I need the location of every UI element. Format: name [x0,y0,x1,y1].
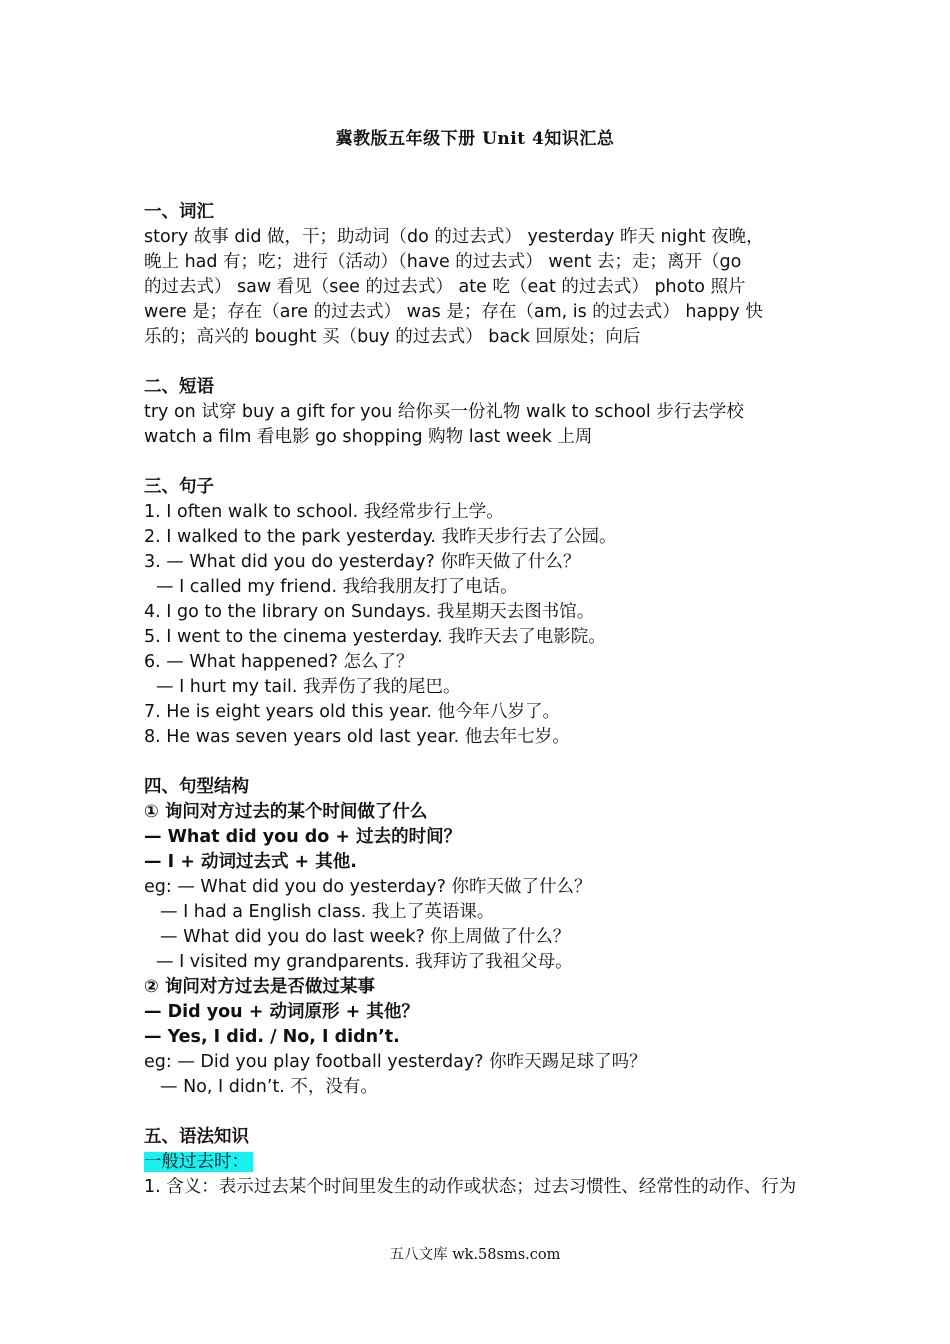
pattern-2-example: — No, I didn’t. 不，没有。 [160,1077,378,1097]
sentence-line: 7. He is eight years old this year. 他今年八岁了。 [144,702,561,722]
pattern-2-example: eg: — Did you play football yesterday? 你昨天踢足球了吗？ [144,1052,647,1072]
document-title: 冀教版五年级下册 Unit 4知识汇总 [335,129,615,149]
sentence-line: 3. — What did you do yesterday? 你昨天做了什么？ [144,552,581,572]
sentence-line: — I hurt my tail. 我弄伤了我的尾巴。 [156,677,461,697]
pattern-2-title: ② 询问对方过去是否做过某事 [144,977,375,997]
sentence-line: 1. I often walk to school. 我经常步行上学。 [144,502,504,522]
sentence-line: — I called my friend. 我给我朋友打了电话。 [156,577,518,597]
vocab-line: were 是；存在（are 的过去式） was 是；存在（am, is 的过去式） happy 快 [144,302,763,322]
grammar-highlight-term: 一般过去时： [144,1152,253,1172]
sentence-line: 8. He was seven years old last year. 他去年七岁。 [144,727,570,747]
pattern-1-example: — I visited my grandparents. 我拜访了我祖父母。 [156,952,573,972]
patterns-heading: 四、句型结构 [144,777,249,797]
phrase-line: watch a film 看电影 go shopping 购物 last week 上周 [144,427,593,447]
pattern-2-question: — Did you + 动词原形 + 其他？ [144,1002,419,1022]
pattern-1-title: ① 询问对方过去的某个时间做了什么 [144,802,428,822]
pattern-1-example: — I had a English class. 我上了英语课。 [160,902,495,922]
phrase-line: try on 试穿 buy a gift for you 给你买一份礼物 walk to school 步行去学校 [144,402,744,422]
sentence-line: 5. I went to the cinema yesterday. 我昨天去了电影院。 [144,627,606,647]
vocab-line: 乐的；高兴的 bought 买（buy 的过去式） back 回原处；向后 [144,327,641,347]
pattern-1-question: — What did you do + 过去的时间？ [144,827,462,847]
phrases-heading: 二、短语 [144,377,214,397]
pattern-1-example: eg: — What did you do yesterday? 你昨天做了什么？ [144,877,592,897]
vocab-heading: 一、词汇 [144,202,214,222]
sentence-line: 6. — What happened? 怎么了？ [144,652,414,672]
sentence-line: 4. I go to the library on Sundays. 我星期天去图书馆。 [144,602,595,622]
pattern-1-answer: — I + 动词过去式 + 其他. [144,852,357,872]
grammar-definition: 1. 含义：表示过去某个时间里发生的动作或状态；过去习惯性、经常性的动作、行为 [144,1177,797,1197]
grammar-heading: 五、语法知识 [144,1127,249,1147]
pattern-1-example: — What did you do last week? 你上周做了什么？ [160,927,571,947]
sentence-line: 2. I walked to the park yesterday. 我昨天步行去了公园。 [144,527,617,547]
vocab-line: 晚上 had 有；吃；进行（活动）（have 的过去式） went 去；走；离开（go [144,252,742,272]
pattern-2-answer: — Yes, I did. / No, I didn’t. [144,1027,400,1047]
document-body [144,200,824,1200]
sentences-heading: 三、句子 [144,477,214,497]
vocab-line: story 故事 did 做，干；助动词（do 的过去式） yesterday 昨天 night 夜晚， [144,227,764,247]
page-footer: 五八文库 wk.58sms.com [389,1247,561,1263]
vocab-line: 的过去式） saw 看见（see 的过去式） ate 吃（eat 的过去式） photo 照片 [144,277,746,297]
